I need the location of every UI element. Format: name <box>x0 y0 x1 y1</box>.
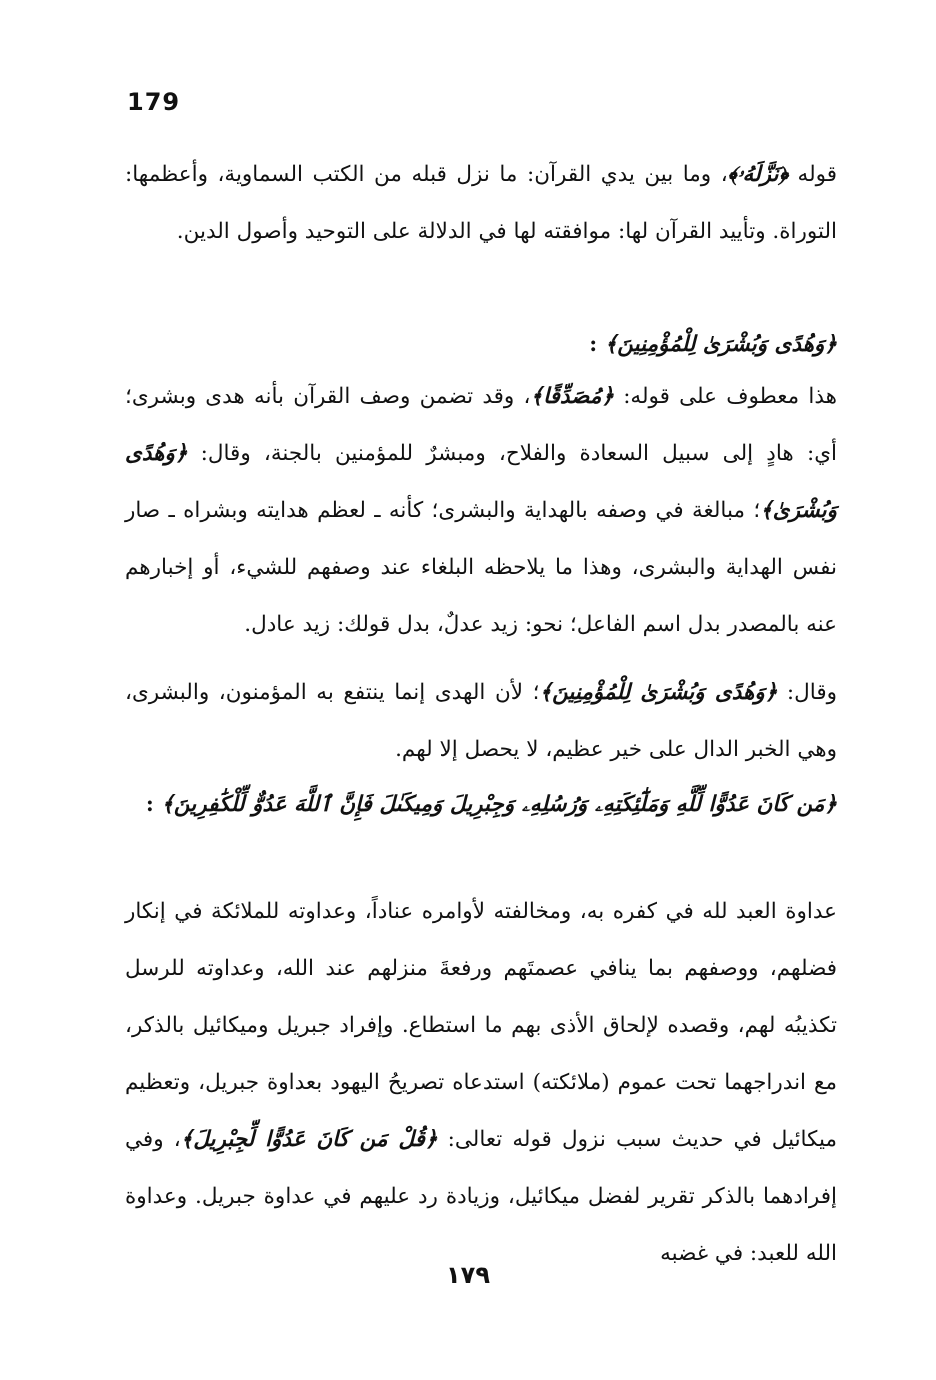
paragraph-2-part-a: هذا معطوف على قوله: <box>613 384 837 409</box>
quran-quote-musaddiqan: ﴿مُصَدِّقًا﴾ <box>530 384 614 409</box>
quran-quote-nazzalahu: ﴿نَزَّلَهُۥ﴾ <box>727 162 789 187</box>
page-number-top: 179 <box>127 88 181 116</box>
paragraph-2-part-b: ، وقد تضمن وصف القرآن بأنه هدى وبشرى؛ أي: هادٍ إلى سبيل السعادة والفلاح، ومبشرٌ للمؤمنين بالجنة، وقال: <box>125 384 837 466</box>
paragraph-1 <box>125 146 837 260</box>
paragraph-4 <box>125 883 837 1282</box>
paragraph-4-part-a: عداوة العبد لله في كفره به، ومخالفته لأوامره عناداً، وعداوته للملائكة في إنكار فضلهم، ووصفهم بما ينافي عصمتَهم ورفعةَ منزلهم عند الله، وعداوته للرسل تكذيبُه لهم، وقصده لإلحاق الأذى بهم ما استطاع. وإفراد جبريل وميكائيل بالذكر، مع اندراجهما تحت عموم (ملائكته) استدعاه تصريحُ اليهود بعداوة جبريل، وتعظيم ميكائيل في حديث سبب نزول قوله تعالى: <box>125 899 837 1152</box>
quran-quote-qul-man-kana: ﴿قُلْ مَن كَانَ عَدُوًّا لِّجِبْرِيلَ﴾ <box>180 1127 438 1152</box>
heading-1-suffix: : <box>589 332 605 357</box>
heading-2-suffix: : <box>145 792 162 817</box>
paragraph-2 <box>125 368 837 653</box>
paragraph-3-part-a: وقال: <box>777 680 837 705</box>
section-heading-man-kana-aduwwan <box>125 776 837 833</box>
paragraph-1-intro: قوله <box>788 162 838 187</box>
paragraph-4-part-b: ، وفي إفرادهما بالذكر تقرير لفضل ميكائيل، وزيادة رد عليهم في عداوة جبريل. وعداوة الله للعبد: في غضبه <box>125 1127 837 1266</box>
paragraph-1-body: ، وما بين يدي القرآن: ما نزل قبله من الكتب السماوية، وأعظمها: التوراة. وتأييد القرآن لها: موافقته لها في الدلالة على التوحيد وأصول الدين. <box>125 162 837 244</box>
paragraph-3 <box>125 664 837 778</box>
section-heading-huda-wabushra <box>125 316 837 373</box>
quran-quote-huda-wabushra: ﴿وَهُدًى وَبُشْرَىٰ﴾ <box>125 441 837 523</box>
paragraph-3-part-b: ؛ لأن الهدى إنما ينتفع به المؤمنون، والبشرى، وهي الخبر الدال على خير عظيم، لا يحصل إلا لهم. <box>125 680 837 762</box>
paragraph-2-part-c: ؛ مبالغة في وصفه بالهداية والبشرى؛ كأنه ـ لعظم هدايته وبشراه ـ صار نفس الهداية والبشرى، وهذا ما يلاحظه البلغاء عند وصفهم للشيء، أو إخبارهم عنه بالمصدر بدل اسم الفاعل؛ نحو: زيد عدلٌ، بدل قولك: زيد عادل. <box>125 498 837 637</box>
quran-quote-lilmuminin: ﴿وَهُدًى وَبُشْرَىٰ لِلْمُؤْمِنِينَ﴾ <box>539 680 778 705</box>
heading-1-quote: ﴿وَهُدًى وَبُشْرَىٰ لِلْمُؤْمِنِينَ﴾ <box>604 332 837 357</box>
page-number-bottom: ١٧٩ <box>446 1261 490 1289</box>
heading-2-quote: ﴿مَن كَانَ عَدُوًّا لِّلَّهِ وَمَلَٰٓئِكَتِهِۦ وَرُسُلِهِۦ وَجِبْرِيلَ وَمِيكَىٰلَ فَإِنَّ ٱللَّهَ عَدُوٌّ لِّلْكَٰفِرِينَ﴾ <box>161 792 837 817</box>
